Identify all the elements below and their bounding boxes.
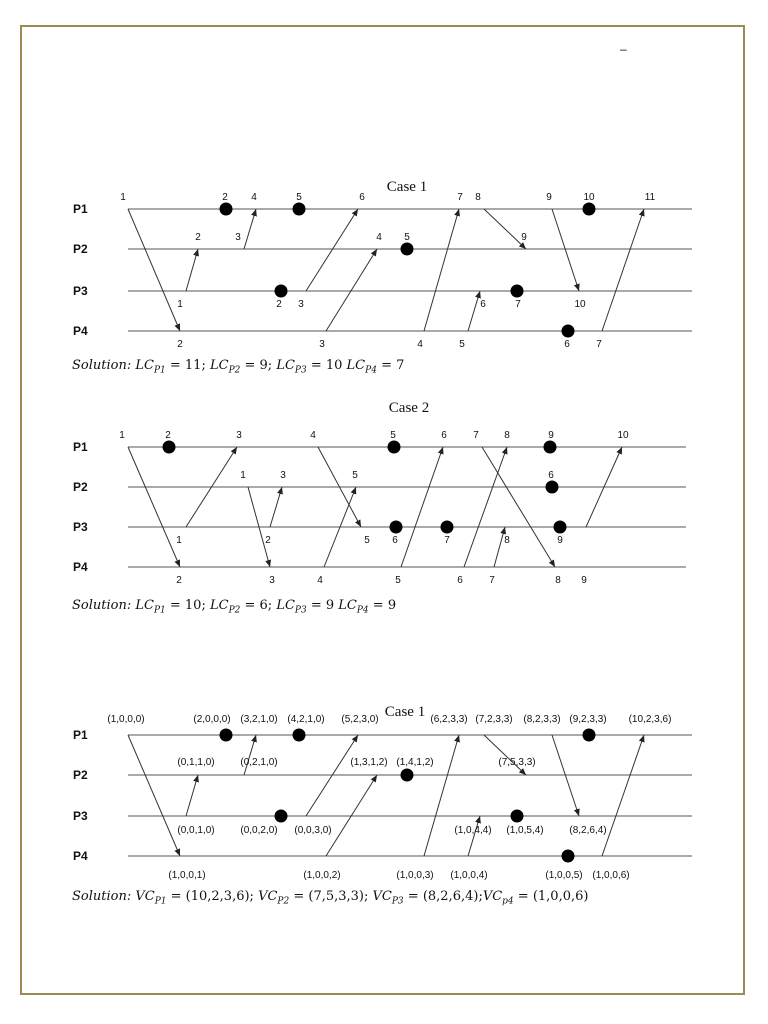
section-1-event-dot [293, 203, 306, 216]
section-3-clock-label: (6,2,3,3) [430, 714, 468, 725]
section-1-message-arrow [326, 249, 377, 331]
section-2-clock-label: 9 [557, 535, 563, 546]
section-2-message-arrow [482, 447, 555, 567]
section-1-event-dot [401, 243, 414, 256]
section-3-clock-label: (2,0,0,0) [193, 714, 231, 725]
solution-case-2-lamport [72, 598, 396, 616]
section-2-message-arrow [401, 447, 443, 567]
section-1-clock-label: 3 [298, 299, 304, 310]
section-2-clock-label: 2 [165, 430, 171, 441]
solution-term: $LC_{P1} = 10$; [135, 598, 210, 616]
section-1-message-arrow [186, 249, 198, 291]
section-1-process-label: P3 [73, 284, 88, 298]
section-2-event-dot [390, 521, 403, 534]
section-1-event-dot [511, 285, 524, 298]
solution-term: $LC_{P3} = 9$ [276, 598, 339, 616]
section-2-clock-label: 6 [441, 430, 447, 441]
section-2-event-dot [441, 521, 454, 534]
section-3-event-dot [275, 810, 288, 823]
section-1-clock-label: 10 [574, 299, 586, 310]
section-2-clock-label: 2 [265, 535, 271, 546]
section-3-clock-label: (0,2,1,0) [240, 757, 278, 768]
section-3-process-label: P2 [73, 768, 88, 782]
section-2-clock-label: 6 [457, 575, 463, 586]
solution-term: $LC_{P2} = 9$; [209, 358, 277, 376]
section-1-message-arrow [552, 209, 579, 291]
section-2-clock-label: 5 [364, 535, 370, 546]
section-2-clock-label: 1 [240, 470, 246, 481]
section-1-clock-label: 6 [480, 299, 486, 310]
section-1-clock-label: 9 [546, 192, 552, 203]
section-2-title: Case 2 [388, 400, 430, 416]
section-2-clock-label: 8 [555, 575, 561, 586]
section-3-clock-label: (8,2,3,3) [523, 714, 561, 725]
section-2-clock-label: 8 [504, 535, 510, 546]
section-3-clock-label: (10,2,3,6) [628, 714, 672, 725]
section-1-clock-label: 7 [457, 192, 463, 203]
section-3-clock-label: (7,2,3,3) [475, 714, 513, 725]
section-1-clock-label: 10 [583, 192, 595, 203]
section-2-process-label: P1 [73, 440, 88, 454]
section-2-process-label: P3 [73, 520, 88, 534]
section-3-clock-label: (1,0,0,3) [396, 870, 434, 881]
section-3-message-arrow [128, 735, 180, 856]
section-3-clock-label: (0,0,1,0) [177, 825, 215, 836]
section-2-clock-label: 7 [489, 575, 495, 586]
solution-prefix: Solution: [72, 358, 136, 373]
section-1-clock-label: 4 [251, 192, 257, 203]
section-3-clock-label: (3,2,1,0) [240, 714, 278, 725]
section-3-message-arrow [244, 735, 256, 775]
section-3-process-label: P3 [73, 809, 88, 823]
section-3-message-arrow [186, 775, 198, 816]
section-1-clock-label: 5 [459, 339, 465, 350]
section-3-clock-label: (1,0,0,0) [107, 714, 145, 725]
section-3-clock-label: (1,0,0,5) [545, 870, 583, 881]
section-1-clock-label: 1 [120, 192, 126, 203]
solution-term: $VC_{p4} = (1,0,0,6)$ [482, 889, 589, 907]
section-3-title: Case 1 [384, 704, 426, 720]
section-3-event-dot [401, 769, 414, 782]
section-2-clock-label: 3 [280, 470, 286, 481]
section-2-clock-label: 7 [444, 535, 450, 546]
section-3-process-label: P1 [73, 728, 88, 742]
section-1-message-arrow [468, 291, 480, 331]
section-3-message-arrow [484, 735, 526, 775]
section-3-clock-label: (8,2,6,4) [569, 825, 607, 836]
section-3-event-dot [511, 810, 524, 823]
section-3-clock-label: (1,0,0,4) [450, 870, 488, 881]
section-1-event-dot [220, 203, 233, 216]
section-1-clock-label: 4 [417, 339, 423, 350]
section-1-event-dot [275, 285, 288, 298]
section-2-clock-label: 1 [119, 430, 125, 441]
section-1-clock-label: 11 [644, 192, 656, 203]
section-1-clock-label: 5 [296, 192, 302, 203]
section-3-clock-label: (7,5,3,3) [498, 757, 536, 768]
section-2-clock-label: 8 [504, 430, 510, 441]
section-1-clock-label: 6 [359, 192, 365, 203]
page-mark: – [620, 42, 627, 56]
section-2-event-dot [163, 441, 176, 454]
section-2-clock-label: 9 [581, 575, 587, 586]
section-1-message-arrow [244, 209, 256, 249]
section-3-message-arrow [468, 816, 480, 856]
section-1-clock-label: 1 [177, 299, 183, 310]
section-2-event-dot [546, 481, 559, 494]
solution-term: $LC_{P4} = 7$ [346, 358, 405, 376]
section-2-clock-label: 6 [548, 470, 554, 481]
solution-term: $LC_{P1} = 11$; [135, 358, 210, 376]
solution-term: $VC_{P1} = (10,2,3,6)$; [135, 889, 259, 907]
section-1-clock-label: 4 [376, 232, 382, 243]
section-1-message-arrow [602, 209, 644, 331]
section-1-message-arrow [128, 209, 180, 331]
solution-prefix: Solution: [72, 889, 136, 904]
section-2-clock-label: 5 [395, 575, 401, 586]
section-3-clock-label: (0,0,2,0) [240, 825, 278, 836]
section-2-process-label: P4 [73, 560, 88, 574]
section-1-clock-label: 8 [475, 192, 481, 203]
section-2-message-arrow [128, 447, 180, 567]
section-1-clock-label: 9 [521, 232, 527, 243]
section-1-clock-label: 2 [276, 299, 282, 310]
section-1-message-arrow [306, 209, 358, 291]
section-2-event-dot [388, 441, 401, 454]
section-2-event-dot [554, 521, 567, 534]
solution-term: $LC_{P3} = 10$ [276, 358, 347, 376]
solution-prefix: Solution: [72, 598, 136, 613]
section-2-clock-label: 9 [548, 430, 554, 441]
section-3-process-label: P4 [73, 849, 88, 863]
section-3-clock-label: (9,2,3,3) [569, 714, 607, 725]
section-2-message-arrow [270, 487, 282, 527]
section-2-message-arrow [464, 447, 507, 567]
section-1-process-label: P2 [73, 242, 88, 256]
section-3-event-dot [293, 729, 306, 742]
section-1-event-dot [562, 325, 575, 338]
section-1-clock-label: 3 [319, 339, 325, 350]
section-3-clock-label: (1,0,0,1) [168, 870, 206, 881]
section-2-clock-label: 1 [176, 535, 182, 546]
section-2-clock-label: 5 [390, 430, 396, 441]
section-1-clock-label: 2 [222, 192, 228, 203]
solution-term: $VC_{P3} = (8,2,6,4)$; [372, 889, 483, 907]
section-2-clock-label: 10 [617, 430, 629, 441]
section-1-clock-label: 7 [596, 339, 602, 350]
solution-term: $VC_{P2} = (7,5,3,3)$; [258, 889, 373, 907]
section-2-event-dot [544, 441, 557, 454]
section-3-clock-label: (1,0,0,2) [303, 870, 341, 881]
section-1-clock-label: 3 [235, 232, 241, 243]
section-3-clock-label: (1,0,5,4) [506, 825, 544, 836]
section-3-event-dot [562, 850, 575, 863]
section-2-message-arrow [494, 527, 505, 567]
section-2-clock-label: 5 [352, 470, 358, 481]
section-2-clock-label: 3 [236, 430, 242, 441]
section-3-message-arrow [602, 735, 644, 856]
section-3-clock-label: (1,0,4,4) [454, 825, 492, 836]
section-1-clock-label: 5 [404, 232, 410, 243]
section-1-message-arrow [484, 209, 526, 249]
section-3-message-arrow [424, 735, 459, 856]
solution-case-1-vector [72, 889, 588, 907]
section-3-clock-label: (4,2,1,0) [287, 714, 325, 725]
section-3-event-dot [583, 729, 596, 742]
section-2-clock-label: 4 [317, 575, 323, 586]
section-1-clock-label: 6 [564, 339, 570, 350]
section-1-message-arrow [424, 209, 459, 331]
section-2-clock-label: 2 [176, 575, 182, 586]
solution-term: $LC_{P2} = 6$; [209, 598, 277, 616]
section-3-clock-label: (0,0,3,0) [294, 825, 332, 836]
section-2-clock-label: 6 [392, 535, 398, 546]
section-1-process-label: P4 [73, 324, 88, 338]
section-3-clock-label: (1,0,0,6) [592, 870, 630, 881]
section-3-clock-label: (0,1,1,0) [177, 757, 215, 768]
solution-case-1-lamport [72, 358, 404, 376]
section-1-event-dot [583, 203, 596, 216]
section-2-process-label: P2 [73, 480, 88, 494]
section-1-process-label: P1 [73, 202, 88, 216]
section-1-title: Case 1 [386, 179, 428, 195]
section-1-clock-label: 7 [515, 299, 521, 310]
section-3-clock-label: (5,2,3,0) [341, 714, 379, 725]
section-3-event-dot [220, 729, 233, 742]
section-2-clock-label: 3 [269, 575, 275, 586]
section-2-clock-label: 7 [473, 430, 479, 441]
solution-term: $LC_{P4} = 9$ [338, 598, 397, 616]
section-3-clock-label: (1,3,1,2) [350, 757, 388, 768]
section-2-clock-label: 4 [310, 430, 316, 441]
section-1-clock-label: 2 [195, 232, 201, 243]
section-1-clock-label: 2 [177, 339, 183, 350]
section-3-clock-label: (1,4,1,2) [396, 757, 434, 768]
